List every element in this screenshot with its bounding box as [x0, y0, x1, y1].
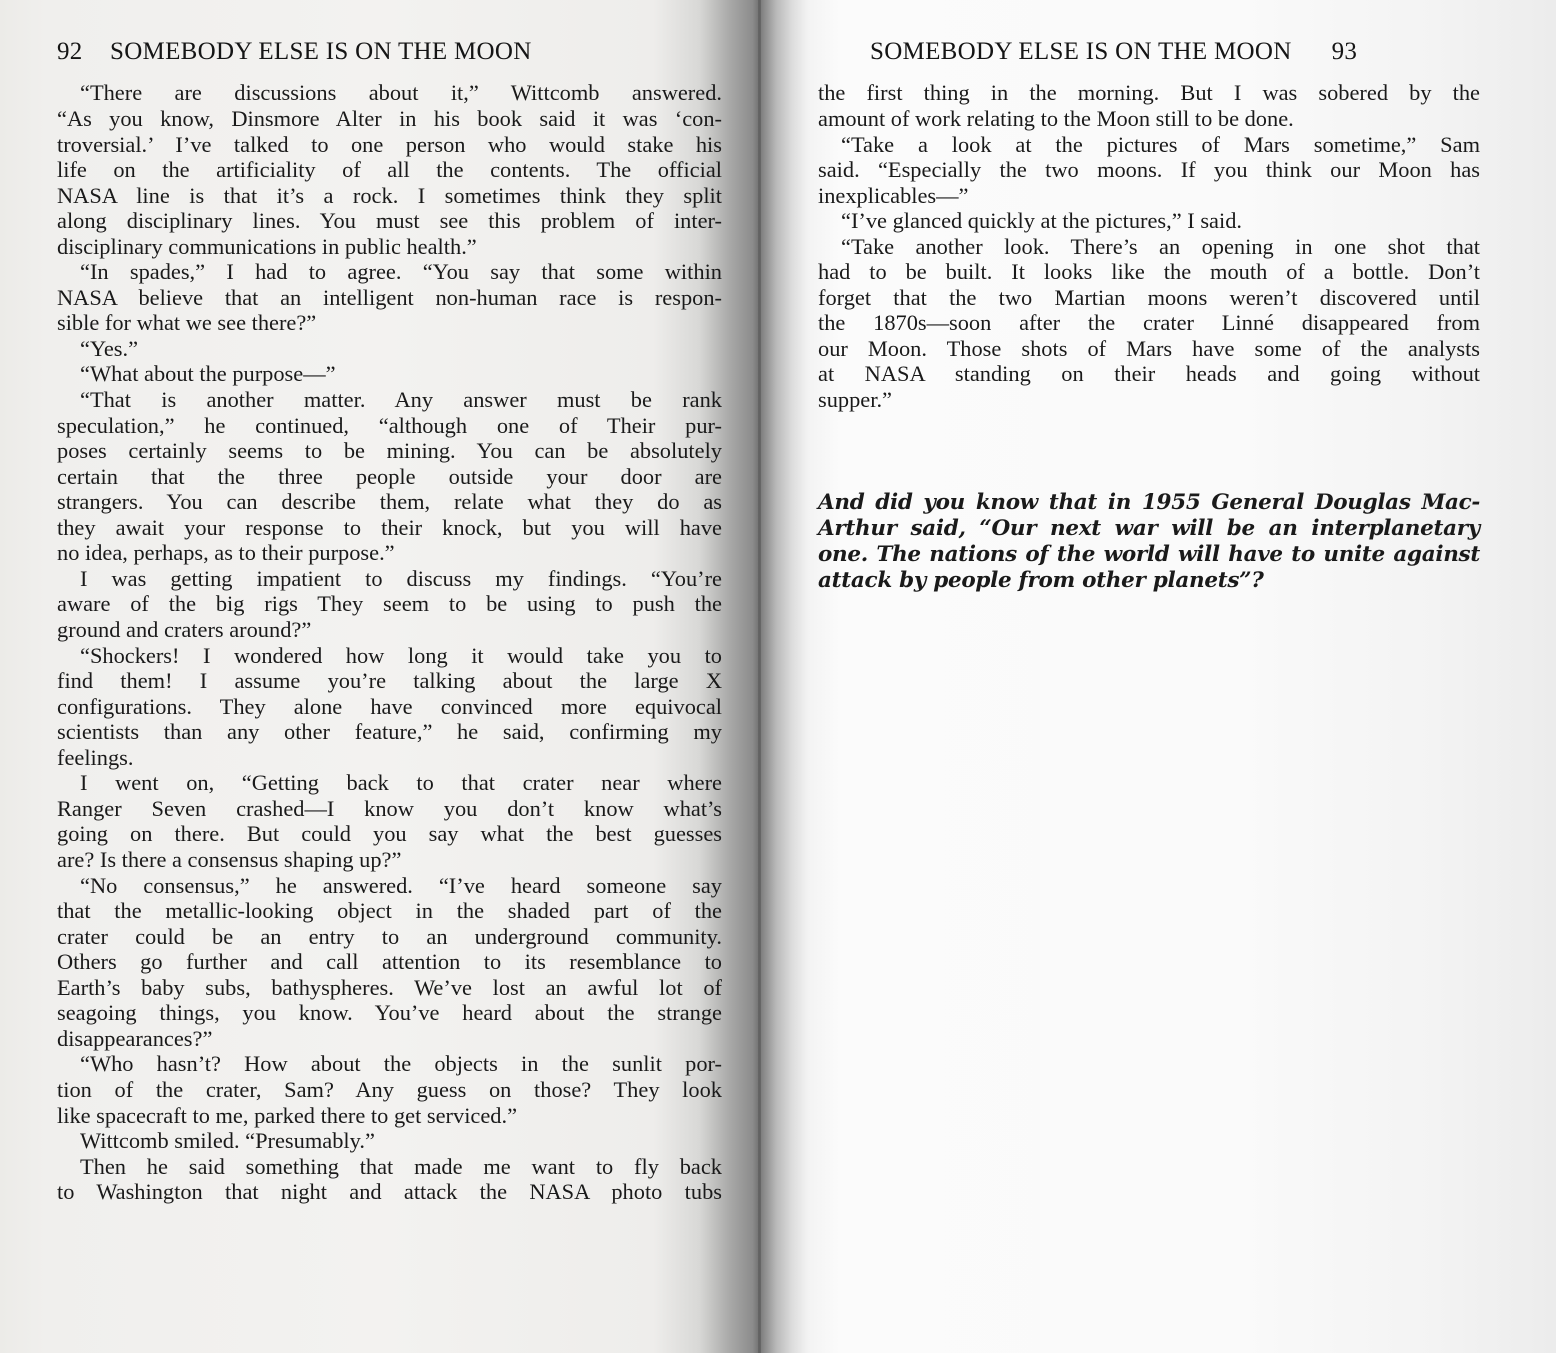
- text-line: disciplinary communications in public health.”: [57, 234, 477, 259]
- text-line: speculation,” he continued, “although one of Their pur-: [57, 413, 722, 438]
- text-line: seagoing things, you know. You’ve heard about the strange: [57, 1000, 722, 1025]
- text-line: are? Is there a consensus shaping up?”: [57, 847, 402, 872]
- text-line: no idea, perhaps, as to their purpose.”: [57, 540, 395, 565]
- right-running-head-title: SOMEBODY ELSE IS ON THE MOON: [870, 38, 1292, 65]
- callout-line: attack by people from other planets”?: [818, 568, 1264, 593]
- text-line: along disciplinary lines. You must see this problem of inter-: [57, 208, 722, 233]
- text-line: “Take another look. There’s an opening in one shot that: [841, 234, 1480, 259]
- text-line: disappearances?”: [57, 1026, 213, 1051]
- text-line: “That is another matter. Any answer must be rank: [80, 387, 722, 412]
- text-line: “In spades,” I had to agree. “You say that some within: [80, 259, 722, 284]
- text-line: that the metallic-looking object in the shaded part of the: [57, 898, 722, 923]
- text-line: Others go further and call attention to its resemblance to: [57, 949, 722, 974]
- left-page-number: 92: [57, 38, 83, 65]
- text-line: Earth’s baby subs, bathyspheres. We’ve lost an awful lot of: [57, 975, 722, 1000]
- text-line: crater could be an entry to an underground community.: [57, 924, 722, 949]
- text-line: tion of the crater, Sam? Any guess on those? They look: [57, 1077, 722, 1102]
- text-line: said. “Especially the two moons. If you think our Moon has: [818, 157, 1480, 182]
- text-line: to Washington that night and attack the NASA photo tubs: [57, 1179, 722, 1204]
- text-line: forget that the two Martian moons weren’t discovered until: [818, 285, 1480, 310]
- text-line: “Take a look at the pictures of Mars sometime,” Sam: [841, 132, 1480, 157]
- text-line: troversial.’ I’ve talked to one person who would stake his: [57, 132, 722, 157]
- text-line: “What about the purpose—”: [80, 361, 336, 386]
- text-line: find them! I assume you’re talking about the large X: [57, 668, 722, 693]
- text-line: configurations. They alone have convinced more equivocal: [57, 694, 722, 719]
- left-running-head-title: SOMEBODY ELSE IS ON THE MOON: [110, 38, 532, 65]
- right-running-head: [870, 38, 1357, 66]
- text-line: “Shockers! I wondered how long it would take you to: [80, 643, 722, 668]
- text-line: “There are discussions about it,” Wittcomb answered.: [80, 80, 722, 105]
- text-line: the 1870s—soon after the crater Linné disappeared from: [818, 310, 1480, 335]
- text-line: NASA believe that an intelligent non-human race is respon-: [57, 285, 722, 310]
- text-line: Ranger Seven crashed—I know you don’t know what’s: [57, 796, 722, 821]
- text-line: sible for what we see there?”: [57, 310, 317, 335]
- text-line: aware of the big rigs They seem to be using to push the: [57, 591, 722, 616]
- text-line: inexplicables—”: [818, 183, 969, 208]
- text-line: Then he said something that made me want to fly back: [80, 1154, 722, 1179]
- text-line: the first thing in the morning. But I was sobered by the: [818, 80, 1480, 105]
- text-line: like spacecraft to me, parked there to get serviced.”: [57, 1103, 518, 1128]
- text-line: “As you know, Dinsmore Alter in his book said it was ‘con-: [57, 106, 722, 131]
- text-line: had to be built. It looks like the mouth of a bottle. Don’t: [818, 259, 1480, 284]
- text-line: at NASA standing on their heads and going without: [818, 361, 1480, 386]
- text-line: I went on, “Getting back to that crater near where: [80, 770, 722, 795]
- callout-line: And did you know that in 1955 General Douglas Mac-: [818, 490, 1480, 515]
- text-line: our Moon. Those shots of Mars have some of the analysts: [818, 336, 1480, 361]
- text-line: amount of work relating to the Moon still to be done.: [818, 106, 1294, 131]
- callout-line: one. The nations of the world will have to unite against: [818, 542, 1480, 567]
- text-line: “No consensus,” he answered. “I’ve heard someone say: [80, 873, 722, 898]
- book-spine: [758, 0, 761, 1353]
- text-line: feelings.: [57, 745, 134, 770]
- text-line: I was getting impatient to discuss my findings. “You’re: [80, 566, 722, 591]
- text-line: ground and craters around?”: [57, 617, 312, 642]
- text-line: life on the artificiality of all the contents. The official: [57, 157, 722, 182]
- text-line: “Yes.”: [80, 336, 139, 361]
- text-line: poses certainly seems to be mining. You can be absolutely: [57, 438, 722, 463]
- text-line: “Who hasn’t? How about the objects in the sunlit por-: [80, 1051, 722, 1076]
- left-running-head: [57, 38, 532, 66]
- callout-line: Arthur said, “Our next war will be an interplanetary: [818, 516, 1480, 541]
- right-page-number: 93: [1331, 38, 1358, 65]
- text-line: scientists than any other feature,” he said, confirming my: [57, 719, 722, 744]
- text-line: they await your response to their knock, but you will have: [57, 515, 722, 540]
- text-line: certain that the three people outside your door are: [57, 464, 722, 489]
- text-line: going on there. But could you say what the best guesses: [57, 821, 722, 846]
- text-line: strangers. You can describe them, relate what they do as: [57, 489, 722, 514]
- text-line: “I’ve glanced quickly at the pictures,” I said.: [841, 208, 1242, 233]
- text-line: supper.”: [818, 387, 892, 412]
- text-line: Wittcomb smiled. “Presumably.”: [80, 1128, 375, 1153]
- text-line: NASA line is that it’s a rock. I sometimes think they split: [57, 183, 722, 208]
